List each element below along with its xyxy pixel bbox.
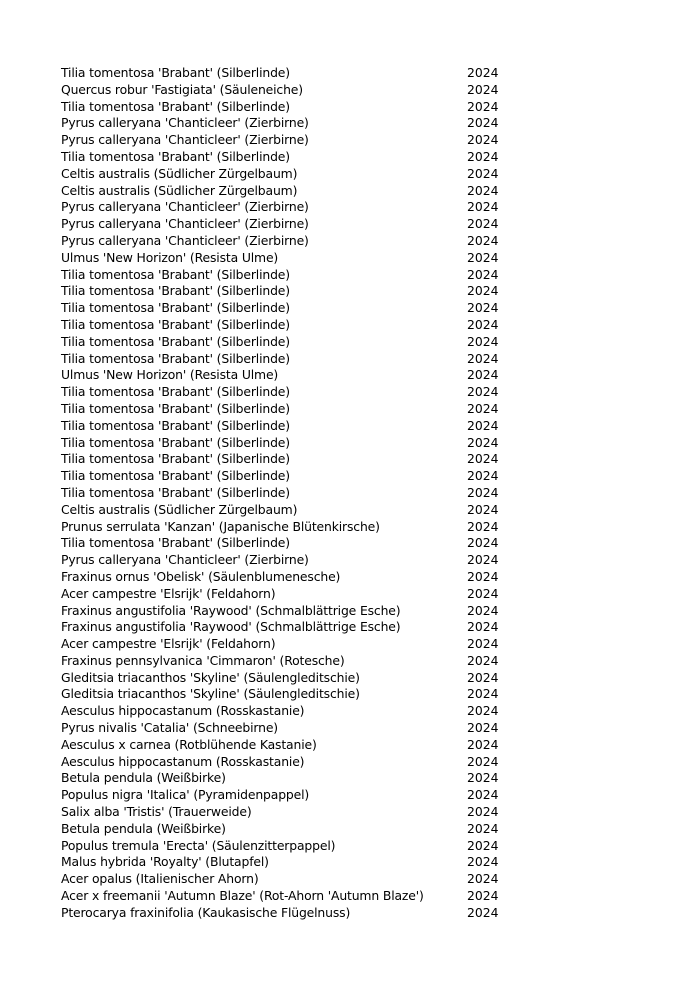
planting-year: 2024	[467, 434, 499, 450]
tree-name: Pterocarya fraxinifolia (Kaukasische Flügelnuss)	[61, 904, 351, 920]
planting-year: 2024	[467, 652, 499, 668]
tree-name: Pyrus calleryana 'Chanticleer' (Zierbirne)	[61, 552, 309, 568]
planting-year: 2024	[467, 283, 499, 299]
tree-name: Fraxinus angustifolia 'Raywood' (Schmalblättrige Esche)	[61, 619, 401, 635]
tree-name: Acer opalus (Italienischer Ahorn)	[61, 871, 259, 887]
planting-year: 2024	[467, 518, 499, 534]
tree-name: Tilia tomentosa 'Brabant' (Silberlinde)	[61, 65, 290, 80]
tree-name: Tilia tomentosa 'Brabant' (Silberlinde)	[61, 451, 290, 467]
list-item	[61, 838, 521, 855]
tree-name: Acer campestre 'Elsrijk' (Feldahorn)	[61, 636, 276, 652]
list-item	[61, 418, 521, 435]
tree-name: Aesculus hippocastanum (Rosskastanie)	[61, 753, 305, 769]
planting-year: 2024	[467, 165, 499, 181]
list-item	[61, 149, 521, 166]
tree-name: Ulmus 'New Horizon' (Resista Ulme)	[61, 367, 279, 383]
planting-year: 2024	[467, 837, 499, 853]
tree-name: Pyrus calleryana 'Chanticleer' (Zierbirne)	[61, 232, 309, 248]
planting-year: 2024	[467, 736, 499, 752]
tree-name: Fraxinus ornus 'Obelisk' (Säulenblumenesche)	[61, 568, 341, 584]
list-item	[61, 535, 521, 552]
list-item	[61, 619, 521, 636]
tree-name: Tilia tomentosa 'Brabant' (Silberlinde)	[61, 98, 290, 114]
tree-name: Gleditsia triacanthos 'Skyline' (Säulengleditschie)	[61, 686, 360, 702]
tree-name: Quercus robur 'Fastigiata' (Säuleneiche)	[61, 81, 303, 97]
planting-year: 2024	[467, 568, 499, 584]
planting-year: 2024	[467, 552, 499, 568]
tree-name: Fraxinus pennsylvanica 'Cimmaron' (Rotesche)	[61, 652, 345, 668]
planting-year: 2024	[467, 316, 499, 332]
list-item	[61, 401, 521, 418]
list-item	[61, 636, 521, 653]
planting-year: 2024	[467, 199, 499, 215]
planting-year: 2024	[467, 669, 499, 685]
list-item	[61, 468, 521, 485]
planting-year: 2024	[467, 854, 499, 870]
list-item	[61, 199, 521, 216]
planting-year: 2024	[467, 249, 499, 265]
list-item	[61, 183, 521, 200]
list-item	[61, 99, 521, 116]
tree-name: Tilia tomentosa 'Brabant' (Silberlinde)	[61, 484, 290, 500]
tree-list	[61, 65, 521, 922]
list-item	[61, 166, 521, 183]
tree-name: Pyrus nivalis 'Catalia' (Schneebirne)	[61, 720, 278, 736]
tree-name: Tilia tomentosa 'Brabant' (Silberlinde)	[61, 333, 290, 349]
planting-year: 2024	[467, 501, 499, 517]
planting-year: 2024	[467, 770, 499, 786]
planting-year: 2024	[467, 333, 499, 349]
planting-year: 2024	[467, 132, 499, 148]
planting-year: 2024	[467, 232, 499, 248]
tree-name: Populus tremula 'Erecta' (Säulenzitterpappel)	[61, 837, 336, 853]
planting-year: 2024	[467, 535, 499, 551]
planting-year: 2024	[467, 367, 499, 383]
planting-year: 2024	[467, 350, 499, 366]
list-item	[61, 686, 521, 703]
list-item	[61, 519, 521, 536]
tree-name: Tilia tomentosa 'Brabant' (Silberlinde)	[61, 266, 290, 282]
tree-name: Aesculus hippocastanum (Rosskastanie)	[61, 703, 305, 719]
planting-year: 2024	[467, 216, 499, 232]
tree-name: Celtis australis (Südlicher Zürgelbaum)	[61, 501, 298, 517]
list-item	[61, 216, 521, 233]
planting-year: 2024	[467, 115, 499, 131]
planting-year: 2024	[467, 703, 499, 719]
list-item	[61, 367, 521, 384]
tree-name: Tilia tomentosa 'Brabant' (Silberlinde)	[61, 148, 290, 164]
list-item	[61, 115, 521, 132]
planting-year: 2024	[467, 820, 499, 836]
list-item	[61, 586, 521, 603]
list-item	[61, 787, 521, 804]
planting-year: 2024	[467, 804, 499, 820]
list-item	[61, 603, 521, 620]
list-item	[61, 770, 521, 787]
list-item	[61, 132, 521, 149]
tree-name: Pyrus calleryana 'Chanticleer' (Zierbirne)	[61, 199, 309, 215]
list-item	[61, 502, 521, 519]
tree-name: Tilia tomentosa 'Brabant' (Silberlinde)	[61, 283, 290, 299]
planting-year: 2024	[467, 602, 499, 618]
planting-year: 2024	[467, 451, 499, 467]
list-item	[61, 384, 521, 401]
planting-year: 2024	[467, 81, 499, 97]
planting-year: 2024	[467, 98, 499, 114]
tree-name: Prunus serrulata 'Kanzan' (Japanische Blütenkirsche)	[61, 518, 380, 534]
list-item	[61, 653, 521, 670]
list-item	[61, 300, 521, 317]
planting-year: 2024	[467, 468, 499, 484]
tree-name: Populus nigra 'Italica' (Pyramidenpappel)	[61, 787, 310, 803]
list-item	[61, 670, 521, 687]
planting-year: 2024	[467, 484, 499, 500]
list-item	[61, 754, 521, 771]
planting-year: 2024	[467, 871, 499, 887]
list-item	[61, 854, 521, 871]
planting-year: 2024	[467, 636, 499, 652]
list-item	[61, 905, 521, 922]
list-item	[61, 351, 521, 368]
list-item	[61, 283, 521, 300]
list-item	[61, 737, 521, 754]
planting-year: 2024	[467, 148, 499, 164]
planting-year: 2024	[467, 904, 499, 920]
tree-name: Celtis australis (Südlicher Zürgelbaum)	[61, 182, 298, 198]
tree-name: Pyrus calleryana 'Chanticleer' (Zierbirne)	[61, 132, 309, 148]
planting-year: 2024	[467, 888, 499, 904]
list-item	[61, 435, 521, 452]
list-item	[61, 485, 521, 502]
planting-year: 2024	[467, 65, 499, 80]
planting-year: 2024	[467, 720, 499, 736]
tree-name: Tilia tomentosa 'Brabant' (Silberlinde)	[61, 535, 290, 551]
planting-year: 2024	[467, 585, 499, 601]
tree-name: Acer campestre 'Elsrijk' (Feldahorn)	[61, 585, 276, 601]
tree-name: Aesculus x carnea (Rotblühende Kastanie)	[61, 736, 317, 752]
list-item	[61, 267, 521, 284]
planting-year: 2024	[467, 417, 499, 433]
tree-name: Acer x freemanii 'Autumn Blaze' (Rot-Ahorn 'Autumn Blaze')	[61, 888, 424, 904]
tree-name: Tilia tomentosa 'Brabant' (Silberlinde)	[61, 384, 290, 400]
list-item	[61, 821, 521, 838]
list-item	[61, 804, 521, 821]
tree-name: Betula pendula (Weißbirke)	[61, 770, 226, 786]
tree-name: Tilia tomentosa 'Brabant' (Silberlinde)	[61, 417, 290, 433]
tree-name: Malus hybrida 'Royalty' (Blutapfel)	[61, 854, 269, 870]
tree-name: Pyrus calleryana 'Chanticleer' (Zierbirne)	[61, 216, 309, 232]
list-item	[61, 720, 521, 737]
tree-name: Tilia tomentosa 'Brabant' (Silberlinde)	[61, 468, 290, 484]
planting-year: 2024	[467, 384, 499, 400]
tree-name: Fraxinus angustifolia 'Raywood' (Schmalblättrige Esche)	[61, 602, 401, 618]
planting-year: 2024	[467, 686, 499, 702]
planting-year: 2024	[467, 753, 499, 769]
list-item	[61, 871, 521, 888]
list-item	[61, 703, 521, 720]
tree-name: Tilia tomentosa 'Brabant' (Silberlinde)	[61, 434, 290, 450]
tree-name: Gleditsia triacanthos 'Skyline' (Säulengleditschie)	[61, 669, 360, 685]
tree-name: Ulmus 'New Horizon' (Resista Ulme)	[61, 249, 279, 265]
list-item	[61, 250, 521, 267]
list-item	[61, 334, 521, 351]
tree-name: Tilia tomentosa 'Brabant' (Silberlinde)	[61, 300, 290, 316]
tree-name: Tilia tomentosa 'Brabant' (Silberlinde)	[61, 400, 290, 416]
planting-year: 2024	[467, 787, 499, 803]
tree-name: Pyrus calleryana 'Chanticleer' (Zierbirne)	[61, 115, 309, 131]
planting-year: 2024	[467, 300, 499, 316]
list-item	[61, 317, 521, 334]
planting-year: 2024	[467, 400, 499, 416]
planting-year: 2024	[467, 266, 499, 282]
list-item	[61, 552, 521, 569]
tree-name: Salix alba 'Tristis' (Trauerweide)	[61, 804, 252, 820]
planting-year: 2024	[467, 619, 499, 635]
tree-name: Celtis australis (Südlicher Zürgelbaum)	[61, 165, 298, 181]
list-item	[61, 569, 521, 586]
list-item	[61, 82, 521, 99]
list-item	[61, 233, 521, 250]
list-item	[61, 451, 521, 468]
tree-name: Tilia tomentosa 'Brabant' (Silberlinde)	[61, 316, 290, 332]
tree-name: Tilia tomentosa 'Brabant' (Silberlinde)	[61, 350, 290, 366]
list-item	[61, 888, 521, 905]
list-item	[61, 65, 521, 82]
tree-name: Betula pendula (Weißbirke)	[61, 820, 226, 836]
planting-year: 2024	[467, 182, 499, 198]
